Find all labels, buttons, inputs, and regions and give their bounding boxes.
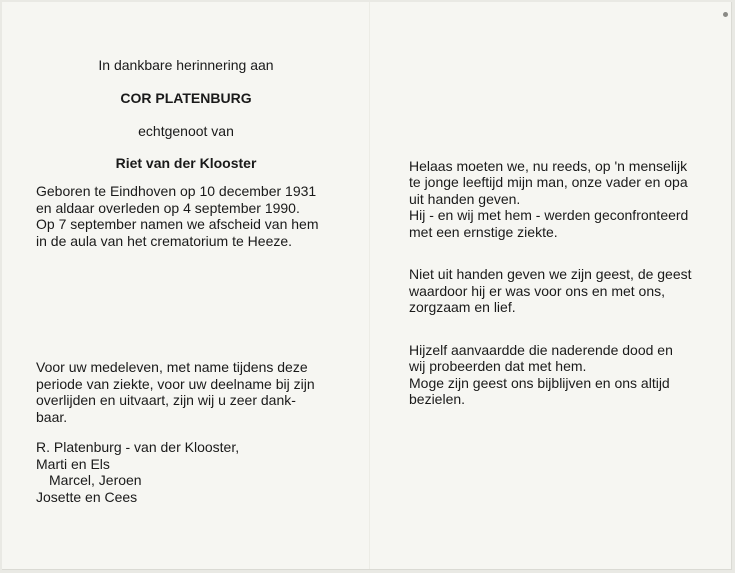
text-line: bezielen. [409, 391, 466, 407]
text-line: te jonge leeftijd mijn man, onze vader en opa [409, 174, 688, 190]
life-line: Op 7 september namen we afscheid van hem [36, 216, 319, 232]
card-fold-line [369, 2, 370, 569]
text-line: zorgzaam en lief. [409, 299, 516, 315]
memorial-card [2, 2, 732, 570]
spouse-name: Riet van der Klooster [115, 155, 257, 171]
corner-mark [723, 12, 728, 17]
text-line: Hij - en wij met hem - werden geconfronteerd [409, 207, 689, 223]
life-line: en aldaar overleden op 4 september 1990. [36, 200, 300, 216]
thanks-line: periode van ziekte, voor uw deelname bij zijn [36, 376, 315, 392]
family-line: Marti en Els [36, 456, 110, 472]
life-line: in de aula van het crematorium te Heeze. [36, 233, 293, 249]
text-line: Moge zijn geest ons bijblijven en ons altijd [409, 375, 670, 391]
deceased-name: COR PLATENBURG [120, 90, 252, 106]
text-line: wij probeerden dat met hem. [409, 358, 587, 374]
family-line: Marcel, Jeroen [49, 472, 142, 488]
family-line: Josette en Cees [36, 489, 138, 505]
relation-line: echtgenoot van [138, 123, 234, 139]
thanks-line: Voor uw medeleven, met name tijdens deze [36, 359, 308, 375]
life-line: Geboren te Eindhoven op 10 december 1931 [36, 183, 317, 199]
text-line: Niet uit handen geven we zijn geest, de geest [409, 266, 692, 282]
text-line: met een ernstige ziekte. [409, 224, 558, 240]
family-line: R. Platenburg - van der Klooster, [36, 439, 240, 455]
thanks-line: overlijden en uitvaart, zijn wij u zeer dank- [36, 392, 296, 408]
text-line: Helaas moeten we, nu reeds, op 'n menselijk [409, 158, 688, 174]
intro-line: In dankbare herinnering aan [98, 57, 274, 73]
text-line: uit handen geven. [409, 191, 521, 207]
text-line: Hijzelf aanvaardde die naderende dood en [409, 342, 673, 358]
thanks-line: baar. [36, 409, 68, 425]
text-line: waardoor hij er was voor ons en met ons, [409, 283, 666, 299]
